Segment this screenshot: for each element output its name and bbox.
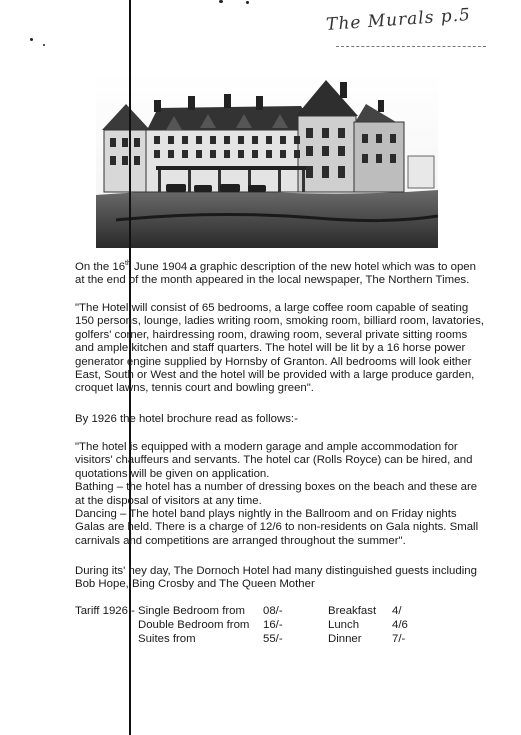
tariff-room: Single Bedroom from — [138, 605, 245, 617]
text-line: By 1926 the hotel brochure read as follows:- — [75, 413, 298, 425]
quote-1926-paragraph — [75, 441, 485, 548]
tariff-meal-price: 4/6 — [392, 619, 408, 631]
heyday-paragraph — [75, 565, 485, 592]
text-line: On the 16th June 1904 a graphic description of the new hotel which was to open — [75, 260, 476, 273]
tariff-meal: Lunch — [328, 619, 360, 631]
handwritten-note: The Murals p.5 — [325, 4, 472, 36]
scan-speck — [219, 0, 223, 3]
scan-speck — [43, 44, 45, 46]
tariff-room: Double Bedroom from — [138, 619, 250, 631]
tariff-room-price: 08/- — [263, 605, 283, 617]
text-line: at the disposal of visitors at any time. — [75, 494, 262, 507]
text-line: During its' hey day, The Dornoch Hotel had many distinguished guests including — [75, 565, 477, 577]
tariff-room-price: 55/- — [263, 633, 283, 645]
text-line: and ample kitchen and staff quarters. The hotel will be lit by a 16 horse power — [75, 342, 466, 355]
text-line: croquet lawns, tennis court and bowling green". — [75, 382, 314, 395]
tariff-meal: Dinner — [328, 633, 362, 645]
tariff-meal: Breakfast — [328, 605, 377, 617]
text-line: golfers' corner, hairdressing room, drawing room, several private sitting rooms — [75, 328, 468, 341]
text-line: Galas are held. There is a charge of 12/6 to non-residents on Gala nights. Small — [75, 521, 479, 534]
text-line: East, South or West and the hotel will be provided with a large produce garden, — [75, 369, 475, 382]
brochure-intro — [75, 413, 485, 426]
handwritten-underline — [336, 46, 486, 47]
text-line: 150 persons, lounge, ladies writing room, smoking room, billiard room, lavatories, — [75, 315, 484, 328]
scan-speck — [246, 1, 249, 4]
tariff-meal-price: 4/ — [392, 605, 402, 617]
quote-1904-paragraph — [75, 302, 485, 396]
text-line: generator engine supplied by Hornsby of Granton. All bedrooms will look either — [75, 355, 472, 368]
text-line: Dancing – The hotel band plays nightly in the Ballroom and on Friday nights — [75, 508, 457, 521]
text-line: carnivals and competitions are arranged throughout the summer". — [75, 534, 406, 547]
text-line: at the end of the month appeared in the local newspaper, The Northern Times. — [75, 274, 470, 287]
tariff-room: Suites from — [138, 633, 196, 645]
tariff-label: Tariff 1926 - — [75, 605, 135, 617]
tariff-row — [138, 605, 498, 618]
tariff-meal-price: 7/- — [392, 633, 406, 645]
intro-paragraph — [75, 261, 485, 288]
text-line: Bathing – the hotel has a number of dressing boxes on the beach and these are — [75, 481, 478, 494]
scan-speck — [30, 38, 33, 41]
text-line: "The hotel is equipped with a modern garage and ample accommodation for — [75, 441, 458, 453]
tariff-row — [138, 619, 498, 632]
tariff-row — [138, 633, 498, 646]
text-line: visitors' chauffeurs and servants. The hotel car (Rolls Royce) can be hired, and — [75, 454, 473, 467]
hotel-photograph — [96, 70, 438, 248]
text-line: quotations will be given on application. — [75, 467, 270, 480]
text-line: "The Hotel will consist of 65 bedrooms, a large coffee room capable of seating — [75, 302, 469, 314]
tariff-room-price: 16/- — [263, 619, 283, 631]
text-line: Bob Hope, Bing Crosby and The Queen Mother — [75, 578, 315, 591]
